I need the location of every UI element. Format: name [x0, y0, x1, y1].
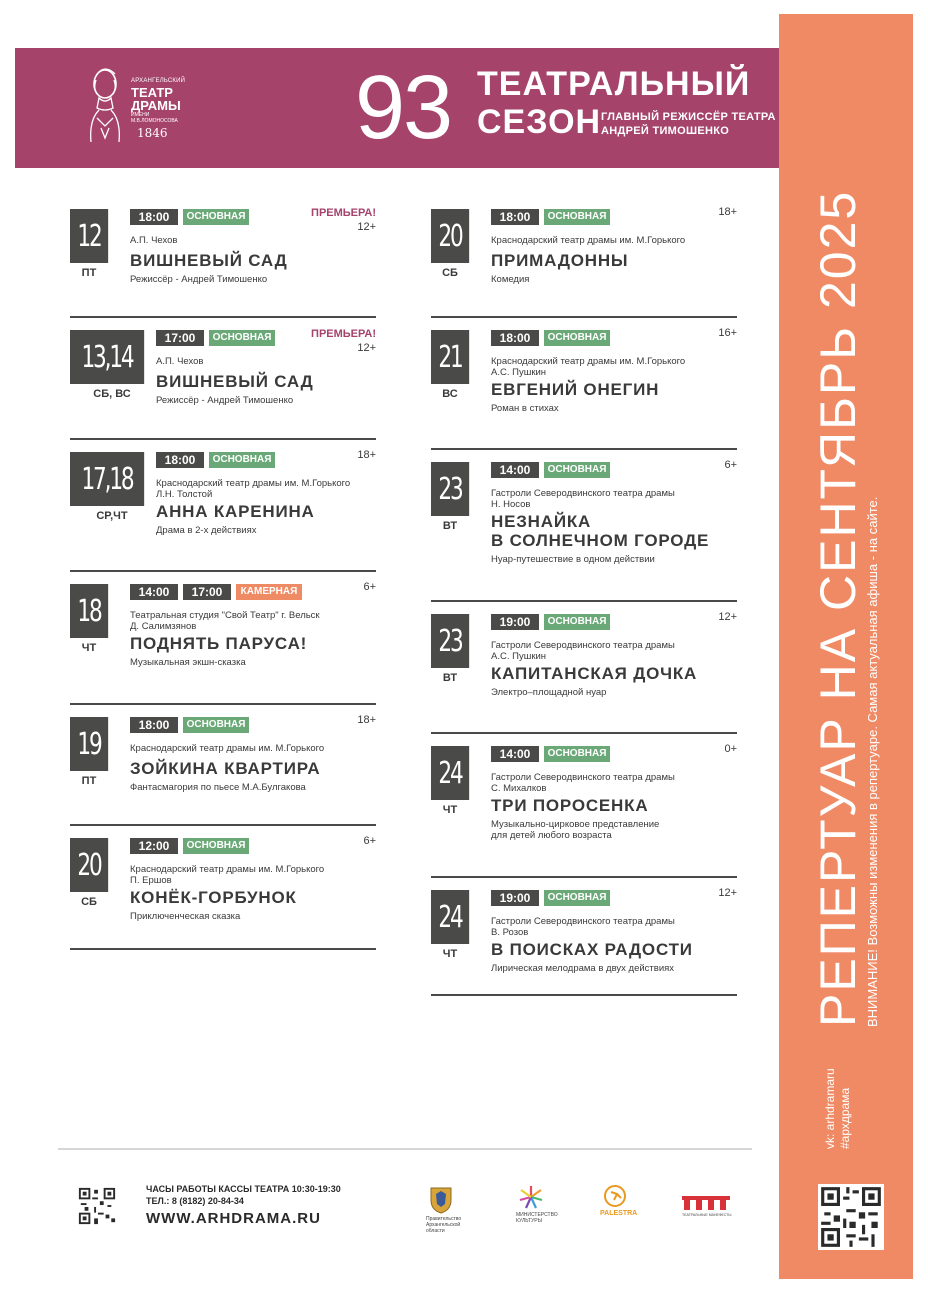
hall-badge: ОСНОВНАЯ: [544, 746, 610, 762]
event-title[interactable]: КАПИТАНСКАЯ ДОЧКА: [491, 664, 698, 683]
ministry-star-icon: [516, 1184, 546, 1210]
event-title[interactable]: ЕВГЕНИЙ ОНЕГИН: [491, 380, 660, 399]
event-weekday: ПТ: [81, 267, 97, 279]
event-title[interactable]: ПРИМАДОННЫ: [491, 251, 629, 270]
event-time: 18:00: [491, 209, 539, 225]
event-weekday: СБ: [442, 267, 458, 279]
event-author: Л.Н. Толстой: [156, 489, 213, 500]
event-company: Гастроли Северодвинского театра драмы: [491, 640, 675, 651]
event-description: Музыкальная экшн-сказка: [130, 657, 246, 668]
event-date: 20: [431, 209, 469, 263]
event-card[interactable]: [70, 581, 376, 705]
event-divider: [431, 876, 737, 878]
palestra-label: PALESTRA: [600, 1210, 638, 1217]
event-divider: [70, 948, 376, 950]
palestra-runner-icon: [600, 1184, 630, 1208]
event-title[interactable]: В ПОИСКАХ РАДОСТИ: [491, 940, 693, 959]
event-weekday: ПТ: [81, 775, 97, 787]
event-company: А.П. Чехов: [130, 235, 178, 246]
event-description: Роман в стихах: [491, 403, 559, 414]
director-credit: [601, 110, 776, 138]
event-divider: [431, 600, 737, 602]
hall-badge: ОСНОВНАЯ: [544, 330, 610, 346]
event-time: 12:00: [130, 838, 178, 854]
event-divider: [431, 732, 737, 734]
event-title[interactable]: ЗОЙКИНА КВАРТИРА: [130, 759, 321, 778]
hall-badge: ОСНОВНАЯ: [183, 209, 249, 225]
theatre-network-icon: [682, 1196, 730, 1210]
age-rating: 6+: [724, 459, 737, 471]
event-time: 17:00: [156, 330, 204, 346]
logo-year: 1846: [137, 126, 168, 140]
hall-badge: ОСНОВНАЯ: [544, 614, 610, 630]
premiere-badge: ПРЕМЬЕРА!: [311, 207, 376, 219]
box-office-info: [146, 1183, 341, 1207]
event-description: Музыкально-цирковое представление: [491, 819, 660, 830]
event-date: 21: [431, 330, 469, 384]
age-rating: 12+: [357, 342, 376, 354]
website-link[interactable]: WWW.ARHDRAMA.RU: [146, 1210, 321, 1227]
event-author: П. Ершов: [130, 875, 172, 886]
event-author: С. Михалков: [491, 783, 547, 794]
event-company: Краснодарский театр драмы им. М.Горького: [156, 478, 351, 489]
event-company: Краснодарский театр драмы им. М.Горького: [491, 235, 686, 246]
event-card[interactable]: [431, 459, 737, 602]
event-card[interactable]: [70, 714, 376, 826]
event-title[interactable]: КОНЁК-ГОРБУНОК: [130, 888, 297, 907]
hall-badge: ОСНОВНАЯ: [544, 462, 610, 478]
event-divider: [431, 994, 737, 996]
footer-qr-code-icon[interactable]: [77, 1186, 117, 1226]
event-author: Д. Салимзянов: [130, 621, 197, 632]
age-rating: 6+: [363, 835, 376, 847]
event-date: 13,14: [70, 330, 144, 384]
event-weekday: ВТ: [442, 520, 458, 532]
event-description: Электро–площадной нуар: [491, 687, 607, 698]
season-label-line2: СЕЗОН: [477, 103, 602, 141]
social-links[interactable]: [823, 1068, 853, 1149]
event-title[interactable]: НЕЗНАЙКА: [491, 512, 592, 531]
header-banner: [15, 48, 807, 168]
ministry-culture-logo[interactable]: [516, 1184, 558, 1224]
event-time: 14:00: [491, 746, 539, 762]
government-logo[interactable]: [426, 1184, 462, 1234]
event-weekday: СБ, ВС: [93, 388, 131, 400]
event-title[interactable]: АННА КАРЕНИНА: [156, 502, 315, 521]
director-title: ГЛАВНЫЙ РЕЖИССЁР ТЕАТРА: [601, 111, 776, 123]
lomonosov-bust-icon: [83, 64, 127, 146]
schedule-change-notice: ВНИМАНИЕ! Возможны изменения в репертуаре. Самая актуальная афиша - на сайте.: [865, 496, 880, 1027]
director-name: АНДРЕЙ ТИМОШЕНКО: [601, 125, 730, 137]
event-divider: [70, 703, 376, 705]
repertoire-title: РЕПЕРТУАР НА СЕНТЯБРЬ 2025: [810, 189, 866, 1027]
box-office-hours: ЧАСЫ РАБОТЫ КАССЫ ТЕАТРА 10:30-19:30: [146, 1184, 341, 1194]
season-number: 93: [355, 58, 452, 158]
age-rating: 6+: [363, 581, 376, 593]
premiere-badge: ПРЕМЬЕРА!: [311, 328, 376, 340]
event-card[interactable]: [70, 330, 376, 440]
logo-name-line2: ДРАМЫ: [131, 98, 181, 113]
event-title[interactable]: ВИШНЕВЫЙ САД: [130, 251, 288, 270]
logo-city: АРХАНГЕЛЬСКИЙ: [131, 78, 186, 84]
event-date: 24: [431, 746, 469, 800]
event-divider: [70, 570, 376, 572]
hall-badge: ОСНОВНАЯ: [209, 330, 275, 346]
event-date: 24: [431, 890, 469, 944]
hall-badge: КАМЕРНАЯ: [236, 584, 302, 600]
ministry-label: МИНИСТЕРСТВО КУЛЬТУРЫ: [516, 1212, 558, 1224]
event-card[interactable]: [70, 209, 376, 318]
event-card[interactable]: [431, 611, 737, 734]
event-date: 17,18: [70, 452, 144, 506]
event-description: Нуар-путешествие в одном действии: [491, 554, 655, 565]
event-divider: [431, 316, 737, 318]
event-time: 19:00: [491, 890, 539, 906]
event-weekday: ЧТ: [442, 948, 458, 960]
government-label: Правительство Архангельской области: [426, 1216, 462, 1234]
age-rating: 18+: [357, 449, 376, 461]
event-card[interactable]: [70, 449, 376, 572]
box-office-phone[interactable]: ТЕЛ.: 8 (8182) 20-84-34: [146, 1196, 244, 1206]
event-date: 19: [70, 717, 108, 771]
event-time: 18:00: [491, 330, 539, 346]
event-time: 14:00: [130, 584, 178, 600]
event-title[interactable]: ТРИ ПОРОСЕНКА: [491, 796, 649, 815]
event-time: 18:00: [130, 717, 178, 733]
event-title[interactable]: В СОЛНЕЧНОМ ГОРОДЕ: [491, 531, 710, 550]
age-rating: 12+: [718, 887, 737, 899]
age-rating: 0+: [724, 743, 737, 755]
hashtag: #архдрама: [838, 1087, 852, 1149]
event-time: 18:00: [156, 452, 204, 468]
event-company: Театральная студия "Свой Театр" г. Вельск: [130, 610, 320, 621]
vk-link[interactable]: vk: arhdramaru: [823, 1068, 837, 1149]
event-description: для детей любого возраста: [491, 830, 612, 841]
age-rating: 12+: [357, 221, 376, 233]
event-card[interactable]: [70, 835, 376, 950]
event-card[interactable]: [431, 206, 737, 318]
event-time: 18:00: [130, 209, 178, 225]
event-weekday: ВС: [442, 388, 458, 400]
age-rating: 16+: [718, 327, 737, 339]
event-date: 18: [70, 584, 108, 638]
age-rating: 12+: [718, 611, 737, 623]
event-weekday: ВТ: [442, 672, 458, 684]
qr-code-icon[interactable]: [818, 1184, 884, 1250]
theatre-network-logo[interactable]: [682, 1196, 730, 1215]
event-description: Комедия: [491, 274, 530, 285]
event-divider: [70, 316, 376, 318]
season-label-line1: ТЕАТРАЛЬНЫЙ: [477, 65, 751, 103]
event-time: 14:00: [491, 462, 539, 478]
age-rating: 18+: [718, 206, 737, 218]
event-time: 19:00: [491, 614, 539, 630]
logo-name-line1: ТЕАТР: [131, 85, 173, 100]
age-rating: 18+: [357, 714, 376, 726]
event-date: 20: [70, 838, 108, 892]
event-description: Драма в 2-х действиях: [156, 525, 257, 536]
hall-badge: ОСНОВНАЯ: [209, 452, 275, 468]
event-company: Гастроли Северодвинского театра драмы: [491, 772, 675, 783]
hall-badge: ОСНОВНАЯ: [183, 717, 249, 733]
event-date: 23: [431, 462, 469, 516]
event-author: Н. Носов: [491, 499, 531, 510]
event-description: Лирическая мелодрама в двух действиях: [491, 963, 675, 974]
event-author: В. Розов: [491, 927, 529, 938]
repertoire-sidebar: [779, 14, 913, 1279]
logo-dedication: ИМЕНИ М.В.ЛОМОНОСОВА: [131, 112, 178, 124]
event-description: Режиссёр - Андрей Тимошенко: [156, 395, 294, 406]
event-description: Приключенческая сказка: [130, 911, 241, 922]
theatre-logo[interactable]: [77, 58, 197, 158]
event-date: 12: [70, 209, 108, 263]
footer-divider: [58, 1148, 752, 1150]
event-card[interactable]: [431, 743, 737, 878]
palestra-logo[interactable]: [600, 1184, 638, 1217]
event-company: А.П. Чехов: [156, 356, 204, 367]
event-author: А.С. Пушкин: [491, 651, 547, 662]
hall-badge: ОСНОВНАЯ: [544, 209, 610, 225]
event-title[interactable]: ВИШНЕВЫЙ САД: [156, 372, 314, 391]
event-description: Режиссёр - Андрей Тимошенко: [130, 274, 268, 285]
sidebar-vertical-text: [779, 14, 913, 1279]
event-divider: [70, 438, 376, 440]
event-weekday: ЧТ: [81, 642, 97, 654]
event-author: А.С. Пушкин: [491, 367, 547, 378]
logo-name: [131, 86, 181, 112]
event-card[interactable]: [431, 327, 737, 450]
event-company: Краснодарский театр драмы им. М.Горького: [491, 356, 686, 367]
event-company: Краснодарский театр драмы им. М.Горького: [130, 864, 325, 875]
theatre-network-label: ТЕАТРАЛЬНЫЕ МАНЕФЕСТЫ: [682, 1213, 732, 1217]
coat-of-arms-icon: [428, 1184, 454, 1214]
hall-badge: ОСНОВНАЯ: [544, 890, 610, 906]
event-weekday: СБ: [81, 896, 97, 908]
event-weekday: СР,ЧТ: [96, 510, 128, 522]
event-divider: [431, 448, 737, 450]
event-date: 23: [431, 614, 469, 668]
event-description: Фантасмагория по пьесе М.А.Булгакова: [130, 782, 306, 793]
event-title[interactable]: ПОДНЯТЬ ПАРУСА!: [130, 634, 308, 653]
event-company: Гастроли Северодвинского театра драмы: [491, 488, 675, 499]
event-card[interactable]: [431, 887, 737, 996]
event-weekday: ЧТ: [442, 804, 458, 816]
event-company: Краснодарский театр драмы им. М.Горького: [130, 743, 325, 754]
event-time: 17:00: [183, 584, 231, 600]
hall-badge: ОСНОВНАЯ: [183, 838, 249, 854]
event-divider: [70, 824, 376, 826]
event-company: Гастроли Северодвинского театра драмы: [491, 916, 675, 927]
